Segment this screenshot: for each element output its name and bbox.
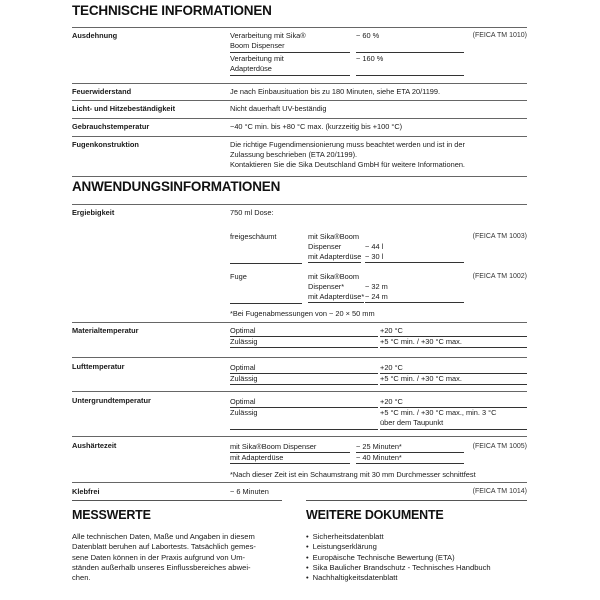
- group-line: mit Adapterdüse: [308, 252, 362, 261]
- untergrund-optimal-value: +20 °C: [380, 397, 527, 408]
- dokumente-list: [306, 532, 491, 583]
- gebrauch-value: −40 °C min. bis +80 °C max. (kurzzeitig bis +100 °C): [230, 122, 403, 131]
- luft-optimal-label: Optimal: [230, 363, 378, 374]
- untergrund-label: Untergrundtemperatur: [72, 396, 151, 405]
- divider: [72, 118, 527, 119]
- dokument-link-sicherheitsdatenblatt[interactable]: • Sicherheitsdatenblatt: [306, 532, 491, 542]
- divider: [72, 176, 527, 177]
- application-heading: ANWENDUNGSINFORMATIONEN: [72, 179, 281, 194]
- divider: [72, 83, 527, 84]
- ausdehnung-ref: (FEICA TM 1010): [472, 32, 527, 39]
- material-label: Materialtemperatur: [72, 326, 139, 335]
- messwerte-line: chen.: [72, 573, 91, 583]
- divider: [72, 391, 527, 392]
- divider: [72, 100, 527, 101]
- dokument-link-eta[interactable]: • Europäische Technische Bewertung (ETA): [306, 553, 491, 563]
- group-line: Dispenser*: [308, 282, 345, 291]
- ausdehnung-row-1: [230, 31, 350, 53]
- aushaerte-row-2-value: ~ 40 Minuten*: [356, 453, 464, 464]
- ergiebigkeit-group-1-value-2: ~ 30 l: [365, 252, 464, 263]
- gebrauch-label: Gebrauchstemperatur: [72, 122, 150, 131]
- untergrund-zulaessig-line: über dem Taupunkt: [380, 418, 444, 427]
- feuerwiderstand-value: Je nach Einbausituation bis zu 180 Minuten, siehe ETA 20/1199.: [230, 87, 441, 96]
- luft-zulaessig-value: +5 °C min. / +30 °C max.: [380, 374, 527, 385]
- untergrund-zulaessig-line: +5 °C min. / +30 °C max., min. 3 °C: [380, 408, 497, 417]
- divider: [306, 500, 527, 501]
- dokument-link-leistungserklaerung[interactable]: • Leistungserklärung: [306, 542, 491, 552]
- aushaerte-ref: (FEICA TM 1005): [472, 443, 527, 450]
- luft-optimal-value: +20 °C: [380, 363, 527, 374]
- untergrund-zulaessig-label: Zulässig: [230, 408, 378, 430]
- ergiebigkeit-footnote: *Bei Fugenabmessungen von ~ 20 × 50 mm: [230, 309, 375, 318]
- divider: [72, 136, 527, 137]
- fugen-line: Kontaktieren Sie die Sika Deutschland GmbH für weitere Informationen.: [230, 160, 465, 169]
- dokumente-heading: WEITERE DOKUMENTE: [306, 508, 444, 522]
- group-line: Dispenser: [308, 242, 342, 251]
- licht-value: Nicht dauerhaft UV-beständig: [230, 104, 327, 113]
- messwerte-line: ständen außerhalb unseres Einflussbereiches abwei-: [72, 562, 251, 572]
- ergiebigkeit-group-1-value-1: ~ 44 l: [365, 242, 384, 251]
- klebfrei-ref: (FEICA TM 1014): [472, 488, 527, 495]
- divider: [72, 322, 527, 323]
- divider: [72, 357, 527, 358]
- untergrund-zulaessig-value: [380, 408, 527, 430]
- aushaerte-row-1-label: mit Sika®Boom Dispenser: [230, 442, 350, 453]
- aushaerte-label: Aushärtezeit: [72, 441, 117, 450]
- untergrund-optimal-label: Optimal: [230, 397, 378, 408]
- ergiebigkeit-intro: 750 ml Dose:: [230, 208, 274, 217]
- divider: [72, 436, 527, 437]
- messwerte-line: Datenblatt beruhen auf Labortests. Tatsächlich gemes-: [72, 542, 256, 552]
- messwerte-heading: MESSWERTE: [72, 508, 151, 522]
- material-zulaessig-value: +5 °C min. / +30 °C max.: [380, 337, 527, 348]
- ausdehnung-row-1-line1: Verarbeitung mit Sika®: [230, 31, 306, 40]
- ergiebigkeit-group-1-lines: [308, 232, 361, 263]
- ergiebigkeit-group-2-ref: (FEICA TM 1002): [472, 273, 527, 280]
- dokument-link-brandschutz-handbuch[interactable]: • Sika Baulicher Brandschutz - Technisches Handbuch: [306, 563, 491, 573]
- ausdehnung-value-1: ~ 60 %: [356, 31, 464, 53]
- ergiebigkeit-group-1-name: freigeschäumt: [230, 232, 302, 264]
- material-zulaessig-label: Zulässig: [230, 337, 378, 348]
- material-optimal-label: Optimal: [230, 326, 378, 337]
- aushaerte-row-2-label: mit Adapterdüse: [230, 453, 350, 464]
- ausdehnung-label: Ausdehnung: [72, 31, 118, 40]
- divider: [72, 204, 527, 205]
- group-line: mit Sika®Boom: [308, 232, 360, 241]
- technical-heading: TECHNISCHE INFORMATIONEN: [72, 3, 272, 18]
- ergiebigkeit-group-2-value-2: ~ 24 m: [365, 292, 464, 303]
- fugen-line: Zulassung beschrieben (ETA 20/1199).: [230, 150, 358, 159]
- ausdehnung-row-1-line2: Boom Dispenser: [230, 41, 285, 50]
- fugen-label: Fugenkonstruktion: [72, 140, 139, 149]
- divider: [72, 482, 527, 483]
- klebfrei-value: ~ 6 Minuten: [230, 487, 269, 496]
- group-line: mit Sika®Boom: [308, 272, 360, 281]
- ergiebigkeit-group-2-value-1: ~ 32 m: [365, 282, 388, 291]
- licht-label: Licht- und Hitzebeständigkeit: [72, 104, 176, 113]
- luft-label: Lufttemperatur: [72, 362, 125, 371]
- aushaerte-footnote: *Nach dieser Zeit ist ein Schaumstrang mit 30 mm Durchmesser schnittfest: [230, 470, 476, 479]
- divider: [72, 500, 282, 501]
- material-optimal-value: +20 °C: [380, 326, 527, 337]
- ausdehnung-row-2: [230, 54, 350, 76]
- divider: [72, 27, 527, 28]
- klebfrei-label: Klebfrei: [72, 487, 100, 496]
- messwerte-text: [72, 532, 256, 583]
- ausdehnung-row-2-line1: Verarbeitung mit: [230, 54, 284, 63]
- aushaerte-row-1-value: ~ 25 Minuten*: [356, 442, 464, 453]
- fugen-line: Die richtige Fugendimensionierung muss beachtet werden und ist in der: [230, 140, 465, 149]
- ausdehnung-value-2: ~ 160 %: [356, 54, 464, 76]
- feuerwiderstand-label: Feuerwiderstand: [72, 87, 132, 96]
- messwerte-line: Alle technischen Daten, Maße und Angaben in diesem: [72, 532, 255, 541]
- ausdehnung-row-2-line2: Adapterdüse: [230, 64, 272, 73]
- ergiebigkeit-group-2-lines: [308, 272, 364, 303]
- fugen-value: [230, 140, 465, 170]
- group-line: mit Adapterdüse*: [308, 292, 365, 301]
- luft-zulaessig-label: Zulässig: [230, 374, 378, 385]
- dokument-link-nachhaltigkeitsdatenblatt[interactable]: • Nachhaltigkeitsdatenblatt: [306, 573, 491, 583]
- ergiebigkeit-group-1-ref: (FEICA TM 1003): [472, 233, 527, 240]
- messwerte-line: sene Daten können in der Praxis aufgrund von Um-: [72, 552, 246, 562]
- ergiebigkeit-group-2-name: Fuge: [230, 272, 302, 304]
- ergiebigkeit-label: Ergiebigkeit: [72, 208, 115, 217]
